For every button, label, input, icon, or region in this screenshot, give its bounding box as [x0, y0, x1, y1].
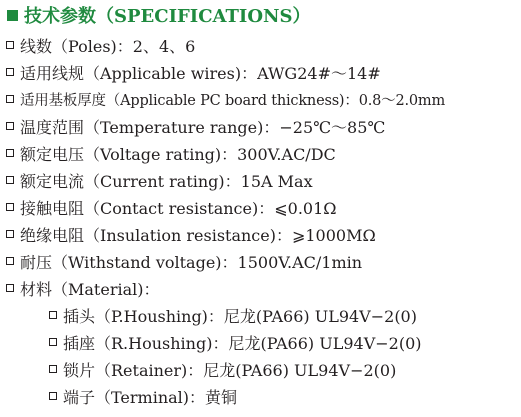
material-row-socket — [49, 329, 422, 355]
spec-row-material — [6, 275, 160, 301]
square-bullet-icon — [49, 338, 57, 346]
square-bullet-icon — [6, 230, 14, 238]
spec-row-withstand — [6, 248, 362, 274]
square-bullet-icon — [6, 203, 14, 211]
material-row-terminal — [49, 383, 237, 409]
spec-text: 适用基板厚度（Applicable PC board thickness)：0.8～2.0mm — [20, 92, 446, 109]
spec-text: 额定电流（Current rating)：15A Max — [20, 171, 313, 191]
square-bullet-icon — [49, 392, 57, 400]
material-text: 锁片（Retainer)：尼龙(PA66) UL94V−2(0) — [63, 360, 397, 380]
material-row-plug — [49, 302, 417, 328]
spec-text: 适用线规（Applicable wires)：AWG24#～14# — [20, 63, 381, 83]
spec-text: 耐压（Withstand voltage)：1500V.AC/1min — [20, 252, 363, 272]
spec-row-current — [6, 167, 313, 193]
spec-text: 温度范围（Temperature range)：−25℃～85℃ — [20, 117, 386, 137]
spec-row-voltage — [6, 140, 336, 166]
square-bullet-icon — [49, 311, 57, 319]
spec-text: 接触电阻（Contact resistance)：⩽0.01Ω — [20, 198, 337, 218]
spec-title-text: 技术参数（SPECIFICATIONS） — [24, 6, 311, 27]
spec-row-contact-resistance — [6, 194, 337, 220]
spec-row-insulation — [6, 221, 376, 247]
spec-row-poles — [6, 32, 195, 58]
square-bullet-icon — [6, 257, 14, 265]
square-bullet-icon — [6, 122, 14, 130]
spec-title — [7, 2, 310, 28]
title-square-icon — [7, 10, 18, 21]
square-bullet-icon — [6, 95, 14, 103]
material-text: 插头（P.Houshing)：尼龙(PA66) UL94V−2(0) — [63, 306, 417, 326]
material-text: 插座（R.Houshing)：尼龙(PA66) UL94V−2(0) — [63, 333, 422, 353]
spec-row-temperature — [6, 113, 385, 139]
square-bullet-icon — [6, 149, 14, 157]
square-bullet-icon — [49, 365, 57, 373]
spec-text: 材料（Material)： — [20, 279, 160, 299]
spec-row-wires — [6, 59, 381, 85]
square-bullet-icon — [6, 68, 14, 76]
spec-text: 额定电压（Voltage rating)：300V.AC/DC — [20, 144, 336, 164]
spec-row-board-thickness — [6, 86, 445, 112]
spec-text: 线数（Poles)：2、4、6 — [20, 36, 196, 56]
square-bullet-icon — [6, 284, 14, 292]
square-bullet-icon — [6, 176, 14, 184]
square-bullet-icon — [6, 41, 14, 49]
material-row-retainer — [49, 356, 396, 382]
spec-text: 绝缘电阻（Insulation resistance)：⩾1000MΩ — [20, 225, 376, 245]
material-text: 端子（Terminal)：黄铜 — [63, 387, 238, 407]
